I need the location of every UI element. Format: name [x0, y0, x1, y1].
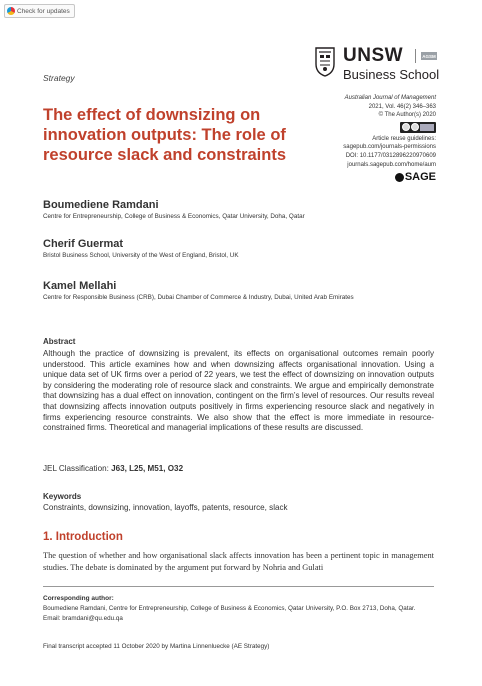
abstract-heading: Abstract	[43, 337, 76, 346]
author-name-2: Cherif Guermat	[43, 238, 124, 250]
corresponding-author-email[interactable]: Email: bramdani@qu.edu.qa	[43, 614, 123, 622]
journal-name: Australian Journal of Management	[344, 95, 436, 101]
sage-label: SAGE	[404, 171, 436, 184]
reuse-link[interactable]: sagepub.com/journals-permissions	[343, 144, 436, 151]
author-name-3: Kamel Mellahi	[43, 280, 117, 292]
section-label: Strategy	[43, 73, 75, 83]
corresponding-author-address: Boumediene Ramdani, Centre for Entrepreneurship, College of Business & Economics, Qatar University, P.O. Box 2713, Doha, Qatar.	[43, 605, 416, 612]
author-affiliation-3: Centre for Responsible Business (CRB), Dubai Chamber of Commerce & Industry, Dubai, United Arab Emirates	[43, 294, 354, 301]
article-title: The effect of downsizing on innovation outputs: The role of resource slack and constraints	[43, 106, 287, 164]
introduction-heading: 1. Introduction	[43, 531, 123, 543]
jel-codes: J63, L25, M51, O32	[111, 464, 184, 473]
logo-divider	[415, 49, 416, 63]
creative-commons-icon	[400, 122, 436, 133]
author-affiliation-1: Centre for Entrepreneurship, College of Business & Economics, Qatar University, Doha, Qatar	[43, 213, 305, 220]
final-transcript-note: Final transcript accepted 11 October 2020 by Martina Linnenluecke (AE Strategy)	[43, 643, 270, 650]
keywords-heading: Keywords	[43, 492, 82, 501]
author-name-1: Boumediene Ramdani	[43, 199, 159, 211]
logo-subbrand: AGSM	[422, 53, 436, 59]
reuse-label: Article reuse guidelines:	[372, 135, 436, 142]
jel-classification	[43, 464, 183, 473]
volume-info: 2021, Vol. 46(2) 346–363	[368, 103, 436, 110]
keywords-text: Constraints, downsizing, innovation, layoffs, patents, resource, slack	[43, 503, 288, 512]
author-affiliation-2: Bristol Business School, University of the West of England, Bristol, UK	[43, 252, 239, 259]
abstract-text: Although the practice of downsizing is prevalent, its effects on organisational outcomes remain poorly understood. This article examines how and when downsizing affects organisational innovation. Using a unique data set of UK firms over a period of 22 years, we test the effect of downsizing on innovation outputs by considering the moderating role of resource slack and constraints. We argue and empirically demonstrate that downsizing has a dual effect on innovation, contingent on the firm’s level of resources. Our results reveal that downsizing affects innovation outputs positively in firms experiencing resource slack and negatively in firms experiencing resource constraints. We also show that the effect is more immediate in resource-constrained firms. Theoretical and managerial implications of these results are discussed.	[43, 349, 434, 433]
sage-mark-icon	[395, 173, 404, 182]
sage-logo	[395, 173, 436, 182]
introduction-text: The question of whether and how organisational slack affects innovation has been a pertinent topic in management studies. The debate is dominated by the argument put forward by Nohria and Gulati	[43, 551, 434, 572]
corresponding-author-heading: Corresponding author:	[43, 595, 114, 602]
check-for-updates-label: Check for updates	[17, 7, 70, 15]
check-for-updates-badge[interactable]	[4, 4, 75, 18]
footnote-divider	[43, 586, 434, 587]
logo-school: Business School	[343, 67, 440, 82]
unsw-crest-icon	[315, 47, 335, 77]
crossmark-icon	[7, 7, 15, 15]
doi[interactable]: DOI: 10.1177/0312896220970609	[345, 153, 436, 160]
corresponding-author	[43, 604, 438, 623]
logo-brand: UNSW	[343, 45, 404, 66]
jel-label: JEL Classification:	[43, 464, 109, 473]
journal-home-link[interactable]: journals.sagepub.com/home/aum	[347, 161, 436, 168]
copyright: © The Author(s) 2020	[378, 112, 436, 119]
unsw-business-school-logo	[315, 45, 440, 85]
article-meta	[316, 94, 436, 186]
